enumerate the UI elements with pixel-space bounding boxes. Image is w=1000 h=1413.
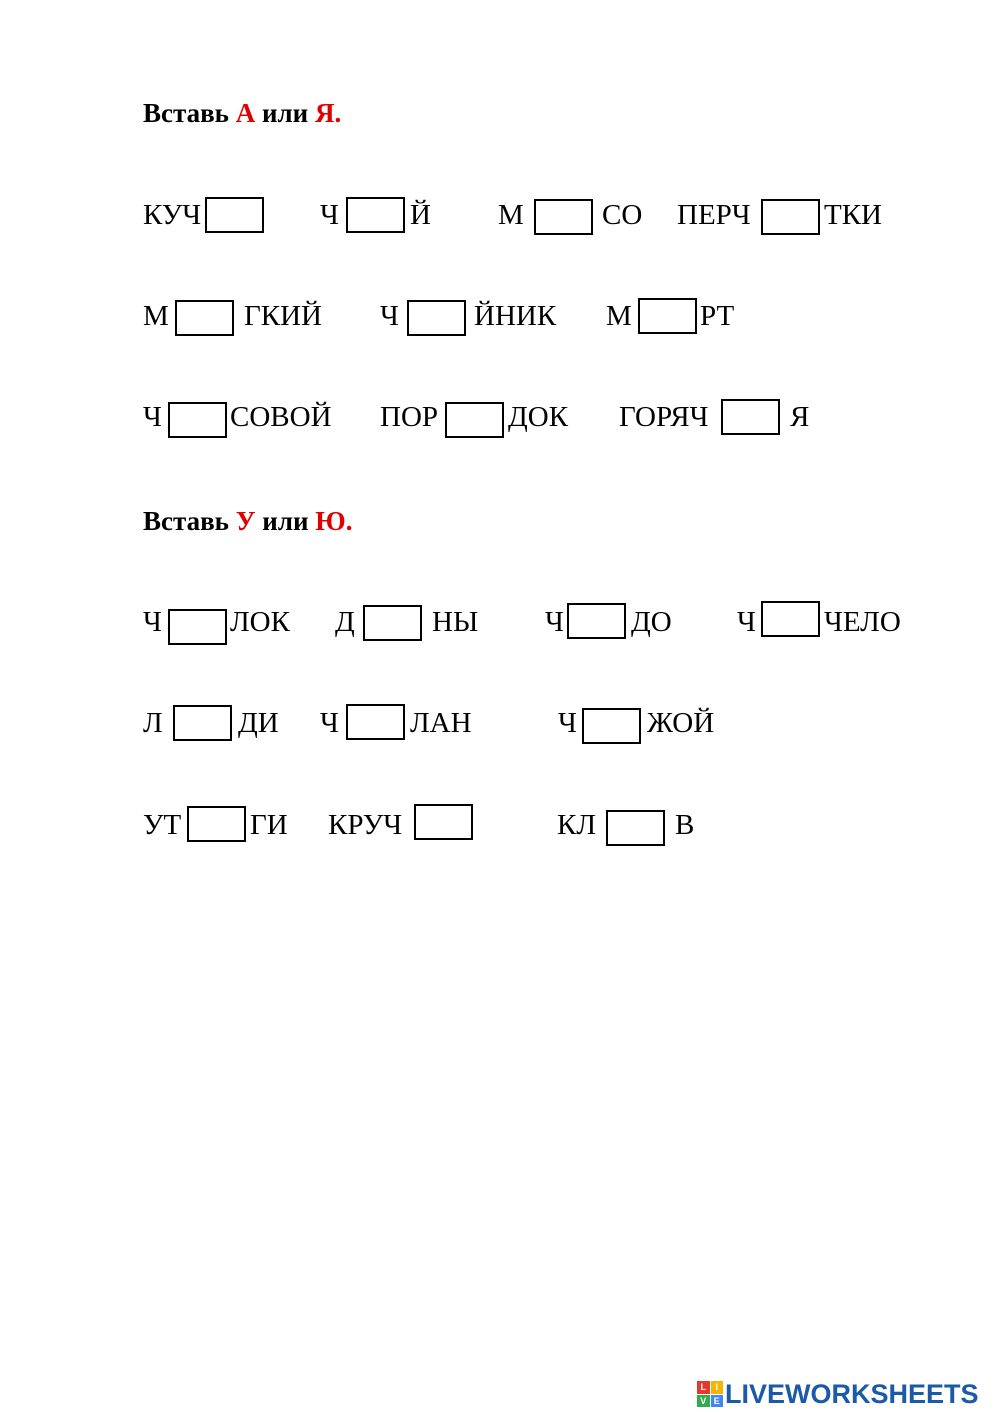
answer-box[interactable]	[761, 199, 820, 235]
word-fragment: Ч	[320, 707, 339, 739]
heading-letter-a: А	[235, 98, 256, 128]
word-fragment: ДОК	[508, 401, 569, 433]
word-fragment: ПОР	[380, 401, 439, 433]
word-fragment: Ч	[320, 199, 339, 231]
word-fragment: ЧЕЛО	[824, 606, 901, 638]
word-fragment: Ч	[143, 401, 162, 433]
answer-box[interactable]	[761, 601, 820, 637]
logo-block: E	[711, 1395, 724, 1408]
word-fragment: РТ	[700, 300, 735, 332]
word-fragment: Я	[790, 401, 810, 433]
word-fragment: Л	[143, 707, 163, 739]
word-fragment: УТ	[143, 809, 182, 841]
answer-box[interactable]	[638, 298, 697, 334]
word-fragment: СОВОЙ	[230, 401, 332, 433]
answer-box[interactable]	[534, 199, 593, 235]
answer-box[interactable]	[363, 605, 422, 641]
word-fragment: ГИ	[250, 809, 288, 841]
logo-block: L	[697, 1381, 710, 1394]
section1-heading	[143, 97, 341, 129]
word-fragment: ДИ	[238, 707, 279, 739]
logo-text: LIVEWORKSHEETS	[725, 1378, 979, 1409]
heading-or: или	[255, 98, 315, 128]
word-fragment: КРУЧ	[328, 809, 403, 841]
answer-box[interactable]	[582, 708, 641, 744]
word-fragment: ПЕРЧ	[677, 199, 751, 231]
word-fragment: Ч	[558, 707, 577, 739]
word-fragment: Д	[335, 606, 355, 638]
heading-or: или	[255, 506, 316, 536]
word-fragment: КЛ	[557, 809, 597, 841]
word-fragment: М	[498, 199, 524, 231]
word-fragment: НЫ	[432, 606, 479, 638]
answer-box[interactable]	[414, 804, 473, 840]
word-fragment: СО	[602, 199, 643, 231]
answer-box[interactable]	[205, 197, 264, 233]
heading-letter-b: Ю.	[315, 506, 353, 536]
answer-box[interactable]	[187, 806, 246, 842]
word-fragment: ГОРЯЧ	[619, 401, 709, 433]
word-fragment: Ч	[143, 606, 162, 638]
word-fragment: Й	[410, 199, 431, 231]
word-fragment: ДО	[631, 606, 672, 638]
answer-box[interactable]	[168, 609, 227, 645]
heading-letter-a: У	[235, 506, 256, 536]
heading-prefix: Вставь	[143, 506, 236, 536]
word-fragment: М	[606, 300, 632, 332]
logo-block: V	[697, 1395, 710, 1408]
word-fragment: ЙНИК	[474, 300, 557, 332]
answer-box[interactable]	[168, 402, 227, 438]
word-fragment: ТКИ	[824, 199, 882, 231]
word-fragment: ЛОК	[230, 606, 290, 638]
answer-box[interactable]	[346, 197, 405, 233]
word-fragment: Ч	[545, 606, 564, 638]
word-fragment: М	[143, 300, 169, 332]
answer-box[interactable]	[173, 705, 232, 741]
liveworksheets-logo	[697, 1376, 979, 1412]
word-fragment: КУЧ	[143, 199, 202, 231]
heading-letter-b: Я.	[314, 98, 342, 128]
word-fragment: В	[675, 809, 695, 841]
word-fragment: Ч	[737, 606, 756, 638]
answer-box[interactable]	[407, 300, 466, 336]
answer-box[interactable]	[567, 603, 626, 639]
word-fragment: ЛАН	[410, 707, 472, 739]
word-fragment: Ч	[380, 300, 399, 332]
logo-block: I	[711, 1381, 724, 1394]
heading-prefix: Вставь	[143, 98, 236, 128]
answer-box[interactable]	[346, 704, 405, 740]
word-fragment: ЖОЙ	[647, 707, 715, 739]
logo-blocks-icon	[697, 1381, 723, 1407]
answer-box[interactable]	[606, 810, 665, 846]
answer-box[interactable]	[721, 399, 780, 435]
answer-box[interactable]	[445, 402, 504, 438]
word-fragment: ГКИЙ	[244, 300, 322, 332]
answer-box[interactable]	[175, 300, 234, 336]
section2-heading	[143, 505, 352, 537]
